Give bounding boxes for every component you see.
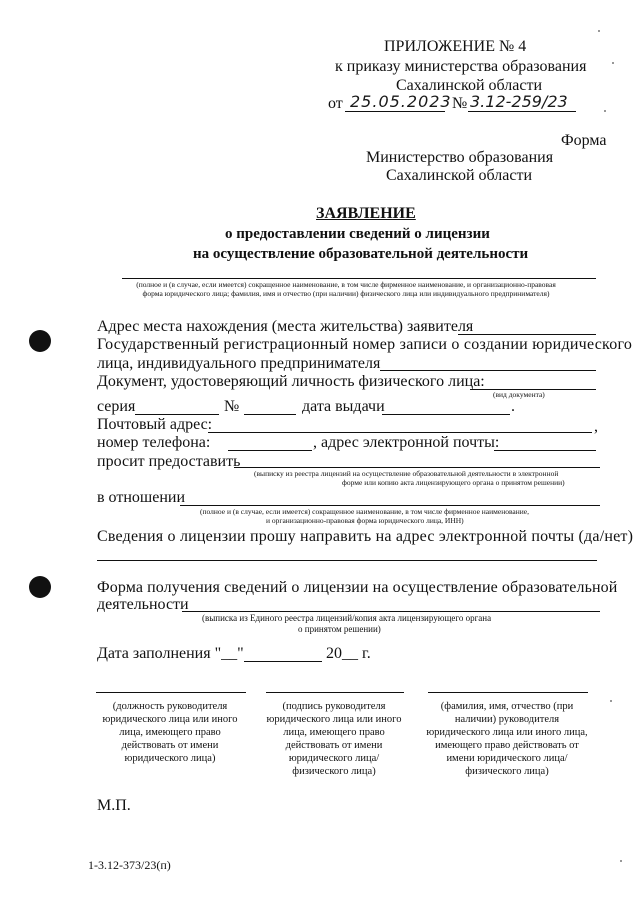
phone-label: номер телефона: <box>97 434 211 451</box>
postal-address-comma: , <box>594 418 598 435</box>
issue-date-period: . <box>511 398 515 415</box>
document-subtitle-2: на осуществление образовательной деятельности <box>193 246 529 262</box>
form-receive-caption-2: о принятом решении) <box>298 624 381 634</box>
id-document-label: Документ, удостоверяющий личность физического лица: <box>97 373 485 390</box>
series-field[interactable] <box>135 414 219 415</box>
issue-date-field[interactable] <box>382 414 510 415</box>
reg-number-field[interactable] <box>380 370 596 371</box>
series-label: серия <box>97 398 136 415</box>
signature-name-line[interactable] <box>428 692 588 693</box>
scan-speck <box>598 30 600 32</box>
form-receive-label-1: Форма получения сведений о лицензии на осуществление образовательной <box>97 579 618 596</box>
signature-sign-caption: (подпись руководителя юридического лица или иного лица, имеющего право действовать от имени юридического лица/физического лица) <box>266 701 402 777</box>
fill-date-label: Дата заполнения "__" <box>97 645 244 662</box>
regarding-field[interactable] <box>180 505 600 506</box>
signature-sign-line[interactable] <box>266 692 404 693</box>
appendix-title: ПРИЛОЖЕНИЕ № 4 <box>384 38 527 55</box>
signature-name-caption: (фамилия, имя, отчество (при наличии) руководителя юридического лица или иного лица, имеющего право действовать от имени юридического лица/физического лица) <box>426 701 588 777</box>
phone-field[interactable] <box>228 450 312 451</box>
fill-date-year: 20__ г. <box>326 645 371 662</box>
request-caption-2: форме или копию акта лицензирующего органа о принятом решении) <box>342 478 565 487</box>
scan-speck <box>610 700 612 702</box>
postal-address-label: Почтовый адрес: <box>97 416 213 433</box>
id-document-caption: (вид документа) <box>493 390 545 399</box>
applicant-name-caption: (полное и (в случае, если имеется) сокращенное наименование, в том числе фирменное наименование, и организационно-правовая форма юридического лица; фамилия, имя и отчество (при наличии) физического лица или индивидуального предпринимателя) <box>136 280 556 298</box>
regarding-caption-2: и организационно-правовая форма юридического лица, ИНН) <box>266 516 464 525</box>
regarding-label: в отношении <box>97 489 186 506</box>
order-line: к приказу министерства образования <box>335 58 587 75</box>
scan-speck <box>620 860 622 862</box>
order-number-label: № <box>452 95 468 112</box>
reg-number-label-2: лица, индивидуального предпринимателя <box>97 355 381 372</box>
email-send-field[interactable] <box>97 560 597 561</box>
form-receive-field[interactable] <box>182 611 600 612</box>
reg-number-label-1: Государственный регистрационный номер записи о создании юридического <box>97 336 633 353</box>
punch-hole-top <box>29 330 51 352</box>
number-field[interactable] <box>244 414 296 415</box>
address-field[interactable] <box>458 334 596 335</box>
regarding-caption-1: (полное и (в случае, если имеется) сокращенное наименование, в том числе фирменное наименование, <box>200 507 529 516</box>
issue-date-label: дата выдачи <box>302 398 385 415</box>
signature-position-caption: (должность руководителя юридического лица или иного лица, имеющего право действовать от имени юридического лица) <box>102 701 238 764</box>
email-label: , адрес электронной почты: <box>313 434 500 451</box>
scan-speck <box>612 62 614 64</box>
request-caption-1: (выписку из реестра лицензий на осуществление образовательной деятельности в электронной <box>254 469 559 478</box>
order-number: 3.12-259/23 <box>470 92 568 111</box>
form-receive-label-2: деятельности <box>97 596 189 613</box>
punch-hole-bottom <box>29 576 51 598</box>
form-label: Форма <box>561 132 607 149</box>
number-label: № <box>224 398 240 415</box>
address-label: Адрес места нахождения (места жительства) заявителя <box>97 318 474 335</box>
fill-date-month-field[interactable] <box>244 661 322 662</box>
scan-speck <box>604 110 606 112</box>
document-title: ЗАЯВЛЕНИЕ <box>316 205 416 222</box>
order-region: Сахалинской области <box>396 77 543 94</box>
form-receive-caption-1: (выписка из Единого реестра лицензий/копия акта лицензирующего органа <box>202 613 492 623</box>
stamp-place-label: М.П. <box>97 797 131 814</box>
signature-position-line[interactable] <box>96 692 246 693</box>
order-from-label: от <box>328 95 343 112</box>
order-date-underline <box>345 111 445 112</box>
applicant-name-line <box>122 278 596 279</box>
footer-code: 1-3.12-373/23(п) <box>88 858 171 872</box>
order-date: 25.05.2023 <box>350 92 452 111</box>
request-field[interactable] <box>234 467 600 468</box>
postal-address-field[interactable] <box>208 432 592 433</box>
email-send-label: Сведения о лицензии прошу направить на адрес электронной почты (да/нет) <box>97 528 634 545</box>
addressee-line-1: Министерство образования <box>366 149 554 166</box>
request-label: просит предоставить <box>97 453 241 470</box>
order-number-underline <box>468 111 576 112</box>
document-subtitle-1: о предоставлении сведений о лицензии <box>225 226 490 242</box>
email-field[interactable] <box>494 450 596 451</box>
addressee-line-2: Сахалинской области <box>386 167 533 184</box>
